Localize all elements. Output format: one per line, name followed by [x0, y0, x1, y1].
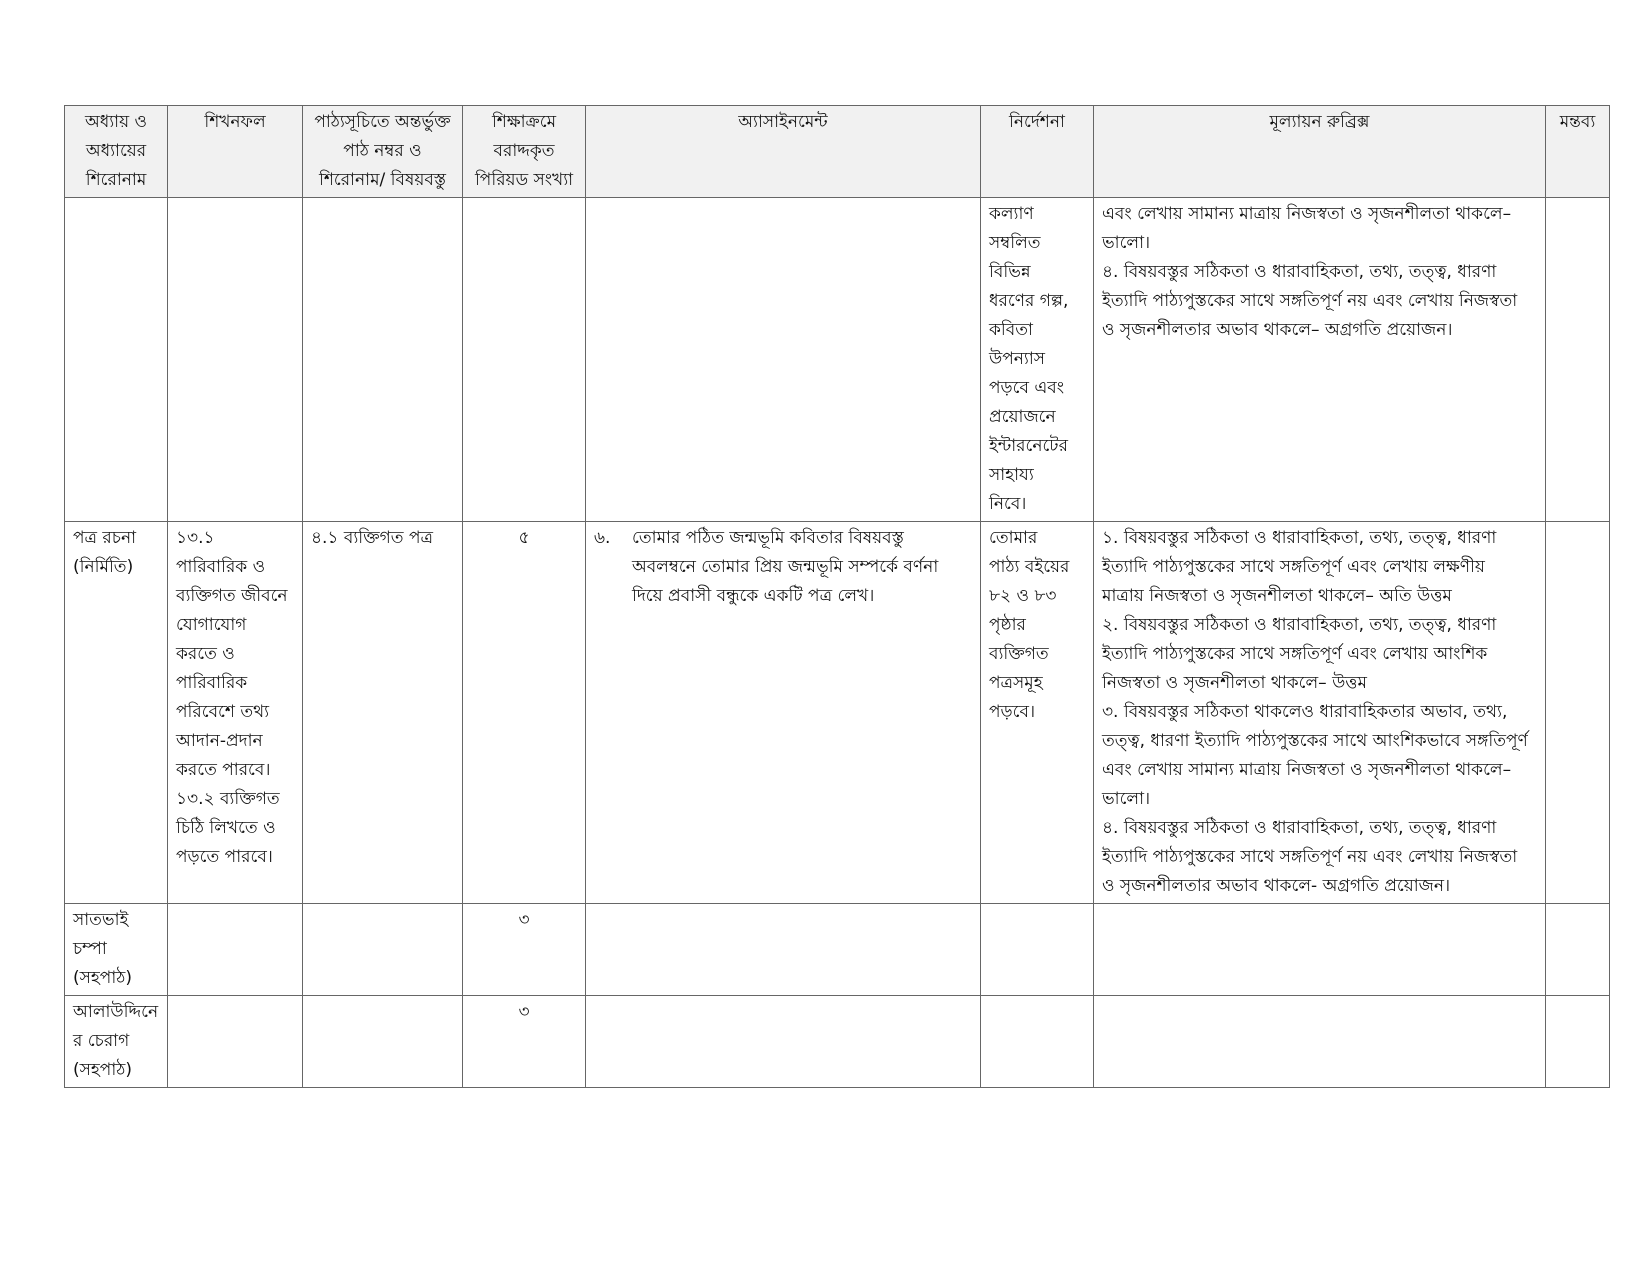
- text-line: সম্বলিত: [989, 233, 1041, 253]
- text-line: বরাদ্দকৃত: [493, 141, 555, 161]
- cell-text: [73, 524, 159, 582]
- cell-instruction: [981, 904, 1094, 996]
- text-line: কবিতা: [989, 320, 1033, 340]
- cell-instruction: [981, 522, 1094, 904]
- cell-text: [594, 108, 972, 137]
- cell-text: [176, 108, 294, 137]
- cell-text: [73, 906, 159, 993]
- text-line: পত্র রচনা: [73, 528, 137, 548]
- cell-remarks: [1546, 198, 1610, 522]
- cell-text: [1102, 108, 1537, 137]
- text-line: প্রয়োজনে: [989, 407, 1056, 427]
- text-line: ইন্টারনেটের: [989, 436, 1068, 456]
- text-line: অবলম্বনে তোমার প্রিয় জন্মভূমি সম্পর্কে বর্ণনা: [632, 557, 939, 577]
- cell-text: [176, 524, 294, 872]
- cell-assignment: [586, 904, 981, 996]
- text-line: (সহপাঠ): [73, 1060, 132, 1080]
- cell-outcome: [168, 522, 303, 904]
- text-line: ১৩.২ ব্যক্তিগত: [176, 789, 280, 809]
- lesson-plan-table: [64, 105, 1610, 1088]
- header-periods: [463, 106, 586, 198]
- text-line: যোগাযোগ: [176, 615, 247, 635]
- cell-chapter: [65, 522, 168, 904]
- text-line: পিরিয়ড সংখ্যা: [474, 170, 574, 190]
- cell-lesson: [303, 522, 463, 904]
- cell-lesson: [303, 904, 463, 996]
- header-outcome: [168, 106, 303, 198]
- text-line: মাত্রায় নিজস্বতা ও সৃজনশীলতা থাকলে– অতি উত্তম: [1102, 586, 1452, 606]
- text-line: পাঠ্য বইয়ের: [989, 557, 1070, 577]
- text-line: পাঠ নম্বর ও: [343, 141, 422, 161]
- header-remarks: [1546, 106, 1610, 198]
- text-line: বিভিন্ন: [989, 262, 1031, 282]
- cell-lesson: [303, 996, 463, 1088]
- text-line: শিরোনাম/ বিষয়বস্তু: [318, 170, 447, 190]
- text-line: চম্পা: [73, 939, 107, 959]
- header-chapter: [65, 106, 168, 198]
- text-line: চিঠি লিখতে ও: [176, 818, 276, 838]
- cell-instruction: [981, 996, 1094, 1088]
- text-line: সাহায্য: [989, 465, 1034, 485]
- cell-assignment: [586, 522, 981, 904]
- header-instruction: [981, 106, 1094, 198]
- text-line: ইত্যাদি পাঠ্যপুস্তকের সাথে সঙ্গতিপূর্ণ এবং লেখায় আংশিক: [1102, 644, 1488, 664]
- text-line: পড়বে।: [989, 702, 1036, 722]
- assignment-number: ৬.: [594, 528, 611, 548]
- cell-text: [73, 108, 159, 195]
- text-line: অধ্যায়ের: [85, 141, 147, 161]
- cell-assignment: [586, 198, 981, 522]
- cell-text: [989, 108, 1085, 137]
- text-line: পড়তে পারবে।: [176, 847, 273, 867]
- text-line: মূল্যায়ন রুব্রিক্স: [1269, 112, 1370, 132]
- cell-text: [1102, 200, 1537, 345]
- text-line: ভালো।: [1102, 789, 1151, 809]
- text-line: নিজস্বতা ও সৃজনশীলতা থাকলে– উত্তম: [1102, 673, 1367, 693]
- text-line: ইত্যাদি পাঠ্যপুস্তকের সাথে সঙ্গতিপূর্ণ নয় এবং লেখায় নিজস্বতা: [1102, 847, 1518, 867]
- text-line: ৪.১ ব্যক্তিগত পত্র: [311, 528, 433, 548]
- cell-remarks: [1546, 996, 1610, 1088]
- cell-chapter: [65, 198, 168, 522]
- cell-remarks: [1546, 904, 1610, 996]
- cell-periods: [463, 198, 586, 522]
- text-line: ব্যক্তিগত: [989, 644, 1049, 664]
- text-line: পরিবেশে তথ্য: [176, 702, 270, 722]
- header-lesson: [303, 106, 463, 198]
- text-line: শিক্ষাক্রমে: [491, 112, 557, 132]
- cell-chapter: [65, 996, 168, 1088]
- text-line: পারিবারিক: [176, 673, 248, 693]
- header-rubric: [1094, 106, 1546, 198]
- cell-periods: ৩: [463, 996, 586, 1088]
- cell-text: [311, 108, 454, 195]
- cell-text: [632, 524, 938, 611]
- text-line: পড়বে এবং: [989, 378, 1065, 398]
- cell-assignment: [586, 996, 981, 1088]
- cell-chapter: [65, 904, 168, 996]
- cell-text: [989, 200, 1085, 519]
- text-line: ১৩.১: [176, 528, 215, 548]
- cell-outcome: [168, 198, 303, 522]
- cell-periods: ৫: [463, 522, 586, 904]
- cell-text: [1102, 524, 1537, 901]
- cell-text: [989, 524, 1085, 727]
- text-line: ইত্যাদি পাঠ্যপুস্তকের সাথে সঙ্গতিপূর্ণ নয় এবং লেখায় নিজস্বতা: [1102, 291, 1518, 311]
- table-row: [65, 904, 1610, 996]
- text-line: আদান-প্রদান: [176, 731, 263, 751]
- text-line: এবং লেখায় সামান্য মাত্রায় নিজস্বতা ও সৃজনশীলতা থাকলে–: [1102, 760, 1512, 780]
- cell-outcome: [168, 996, 303, 1088]
- cell-rubric: [1094, 996, 1546, 1088]
- table-row: [65, 996, 1610, 1088]
- text-line: তোমার: [989, 528, 1038, 548]
- text-line: করতে ও: [176, 644, 235, 664]
- text-line: করতে পারবে।: [176, 760, 271, 780]
- text-line: পারিবারিক ও: [176, 557, 266, 577]
- text-line: শিরোনাম: [85, 170, 147, 190]
- text-line: এবং লেখায় সামান্য মাত্রায় নিজস্বতা ও সৃজনশীলতা থাকলে–: [1102, 204, 1512, 224]
- text-line: নির্দেশনা: [1009, 112, 1065, 132]
- table-header-row: [65, 106, 1610, 198]
- table-row: [65, 198, 1610, 522]
- text-line: ইত্যাদি পাঠ্যপুস্তকের সাথে সঙ্গতিপূর্ণ এবং লেখায় লক্ষণীয়: [1102, 557, 1485, 577]
- text-line: পাঠ্যসূচিতে অন্তর্ভুক্ত: [314, 112, 451, 132]
- cell-text: [1554, 108, 1601, 137]
- text-line: অ্যাসাইনমেন্ট: [738, 112, 828, 132]
- cell-rubric: [1094, 522, 1546, 904]
- cell-periods: ৩: [463, 904, 586, 996]
- cell-rubric: [1094, 198, 1546, 522]
- text-line: ও সৃজনশীলতার অভাব থাকলে- অগ্রগতি প্রয়োজন।: [1102, 876, 1451, 896]
- text-line: ভালো।: [1102, 233, 1151, 253]
- text-line: (সহপাঠ): [73, 968, 132, 988]
- text-line: ৮২ ও ৮৩: [989, 586, 1057, 606]
- text-line: ব্যক্তিগত জীবনে: [176, 586, 288, 606]
- text-line: ও সৃজনশীলতার অভাব থাকলে– অগ্রগতি প্রয়োজন।: [1102, 320, 1453, 340]
- text-line: কল্যাণ: [989, 204, 1034, 224]
- text-line: উপন্যাস: [989, 349, 1046, 369]
- text-line: পত্রসমূহ: [989, 673, 1043, 693]
- text-line: মন্তব্য: [1559, 112, 1596, 132]
- text-line: র চেরাগ: [73, 1031, 130, 1051]
- text-line: আলাউদ্দিনে: [73, 1002, 159, 1022]
- text-line: ধরণের গল্প,: [989, 291, 1069, 311]
- text-line: (নির্মিতি): [73, 557, 134, 577]
- text-line: ২. বিষয়বস্তুর সঠিকতা ও ধারাবাহিকতা, তথ্য, তত্ত্ব, ধারণা: [1102, 615, 1497, 635]
- cell-lesson: [303, 198, 463, 522]
- text-line: নিবে।: [989, 494, 1027, 514]
- text-line: শিখনফল: [204, 112, 266, 132]
- text-line: অধ্যায় ও: [84, 112, 148, 132]
- cell-text: [73, 998, 159, 1085]
- text-line: ৪. বিষয়বস্তুর সঠিকতা ও ধারাবাহিকতা, তথ্য, তত্ত্ব, ধারণা: [1102, 262, 1497, 282]
- cell-instruction: [981, 198, 1094, 522]
- cell-rubric: [1094, 904, 1546, 996]
- cell-text: [311, 524, 454, 553]
- text-line: ৪. বিষয়বস্তুর সঠিকতা ও ধারাবাহিকতা, তথ্য, তত্ত্ব, ধারণা: [1102, 818, 1497, 838]
- text-line: সাতভাই: [73, 910, 129, 930]
- text-line: ১. বিষয়বস্তুর সঠিকতা ও ধারাবাহিকতা, তথ্য, তত্ত্ব, ধারণা: [1102, 528, 1497, 548]
- text-line: দিয়ে প্রবাসী বন্ধুকে একটি পত্র লেখ।: [632, 586, 875, 606]
- text-line: পৃষ্ঠার: [989, 615, 1026, 635]
- text-line: তত্ত্ব, ধারণা ইত্যাদি পাঠ্যপুস্তকের সাথে আংশিকভাবে সঙ্গতিপূর্ণ: [1102, 731, 1528, 751]
- cell-text: [471, 108, 577, 195]
- cell-outcome: [168, 904, 303, 996]
- header-assignment: [586, 106, 981, 198]
- text-line: তোমার পঠিত জন্মভূমি কবিতার বিষয়বস্তু: [632, 528, 904, 548]
- table-row: [65, 522, 1610, 904]
- document-page: [64, 105, 1609, 1088]
- cell-remarks: [1546, 522, 1610, 904]
- text-line: ৩. বিষয়বস্তুর সঠিকতা থাকলেও ধারাবাহিকতার অভাব, তথ্য,: [1102, 702, 1508, 722]
